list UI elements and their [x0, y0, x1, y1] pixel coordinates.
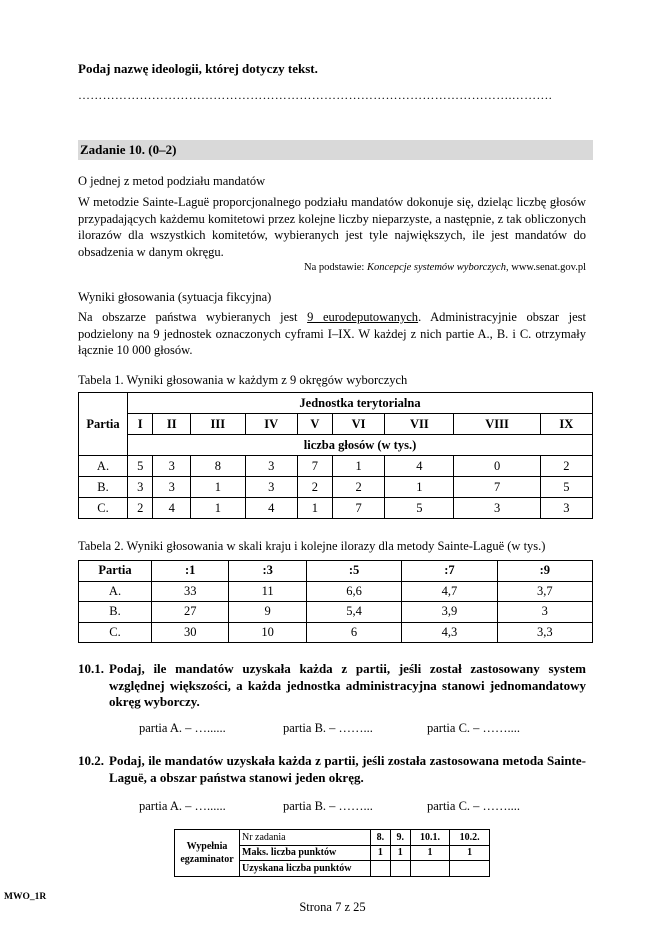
question-10-2-number: 10.2.	[78, 753, 104, 768]
table1-unit: IV	[245, 414, 297, 435]
source-suffix: , www.senat.gov.pl	[505, 262, 586, 273]
table1-cell: 7	[297, 456, 332, 477]
table1-party: A.	[79, 456, 128, 477]
source-prefix: Na podstawie:	[303, 262, 367, 273]
page-number: Strona 7 z 25	[299, 900, 366, 914]
paragraph2-underlined: 9 eurodeputowanych	[307, 310, 419, 324]
table1-party: C.	[79, 498, 128, 519]
answer-party-a[interactable]: partia A. – …......	[139, 799, 226, 813]
table2-header: Partia	[79, 561, 152, 582]
question-10-2	[78, 753, 586, 787]
table2-header: :9	[497, 561, 592, 582]
table1-unit: II	[153, 414, 191, 435]
table2-cell: C.	[79, 622, 152, 643]
table1-units-row	[79, 414, 593, 435]
table1-cell: 3	[454, 498, 540, 519]
table2-cell: 11	[229, 581, 306, 602]
table2-cell: 30	[152, 622, 229, 643]
obtained-points-input[interactable]	[390, 861, 410, 877]
table2-cell: 33	[152, 581, 229, 602]
table1-cell: 4	[385, 456, 454, 477]
table1-cell: 3	[245, 477, 297, 498]
table1-cell: 2	[332, 477, 384, 498]
table1-unit: VI	[332, 414, 384, 435]
table1-unit: I	[128, 414, 153, 435]
task-header	[78, 140, 593, 160]
answer-party-a[interactable]: partia A. – …......	[139, 721, 226, 735]
question-10-2-text: Podaj, ile mandatów uzyskała każda z partii, jeśli została zastosowana metoda Sainte-Laguë, a obszar państwa stanowi jeden okręg.	[109, 753, 586, 785]
table2-caption: Tabela 2. Wyniki głosowania w skali kraju i kolejne ilorazy dla metody Sainte-Laguë (w tys.)	[78, 539, 546, 553]
table-row	[79, 602, 593, 623]
paragraph2-start: Na obszarze państwa wybieranych jest	[78, 310, 308, 324]
table1-unit: III	[191, 414, 246, 435]
table1-cell: 1	[332, 456, 384, 477]
table-row	[79, 581, 593, 602]
table1-unit: IX	[540, 414, 592, 435]
table2-cell: 10	[229, 622, 306, 643]
table1-cell: 8	[191, 456, 246, 477]
table1-cell: 3	[540, 498, 592, 519]
max-points: 1	[450, 845, 490, 861]
table1-cell: 0	[454, 456, 540, 477]
task-number-label: Nr zadania	[240, 830, 371, 846]
obtained-points-input[interactable]	[450, 861, 490, 877]
table1-cell: 4	[153, 498, 191, 519]
score-table	[174, 829, 490, 877]
table-row	[79, 456, 593, 477]
table-row	[79, 498, 593, 519]
examiner-label: Wypełnia egzaminator	[175, 830, 240, 877]
table1-cell: 3	[128, 477, 153, 498]
table1-cell: 3	[153, 456, 191, 477]
table1-party: B.	[79, 477, 128, 498]
table2-cell: 4,7	[402, 581, 497, 602]
table1-cell: 4	[245, 498, 297, 519]
task-paragraph-1: W metodzie Sainte-Laguë proporcjonalnego podziału mandatów dokonuje się, dzieląc liczbę głosów przypadających każdemu komitetowi przez kolejne liczby nieparzyste, a następnie, z tak obliczonych ilorazów dla wszystkich komitetów, wybieranych jest tyle największych, ile jest mandatów do obsadzenia w danym okręgu.	[78, 195, 586, 259]
task-title: Zadanie 10. (0–2)	[80, 142, 177, 157]
task-number: 8.	[371, 830, 391, 846]
table2-cell: 4,3	[402, 622, 497, 643]
table1	[78, 392, 593, 519]
table1-cell: 7	[332, 498, 384, 519]
table1-cell: 1	[297, 498, 332, 519]
table2-header: :5	[306, 561, 401, 582]
table1-cell: 3	[153, 477, 191, 498]
table2-cell: 6	[306, 622, 401, 643]
answer-party-c[interactable]: partia C. – ……....	[427, 721, 521, 735]
obtained-points-input[interactable]	[410, 861, 450, 877]
exam-code: MWO_1R	[4, 892, 47, 902]
table-row	[79, 622, 593, 643]
table1-cell: 1	[191, 498, 246, 519]
table2	[78, 560, 593, 643]
table2-cell: 3,9	[402, 602, 497, 623]
question-10-1-number: 10.1.	[78, 661, 104, 676]
max-points-label: Maks. liczba punktów	[240, 845, 371, 861]
task-paragraph-2	[78, 309, 586, 359]
max-points: 1	[410, 845, 450, 861]
question-prompt: Podaj nazwę ideologii, której dotyczy tekst.	[78, 61, 318, 76]
task-number: 9.	[390, 830, 410, 846]
obtained-points-label: Uzyskana liczba punktów	[240, 861, 371, 877]
table1-subheader: liczba głosów (w tys.)	[128, 435, 593, 456]
table1-unit: V	[297, 414, 332, 435]
table1-cell: 5	[540, 477, 592, 498]
table2-cell: 5,4	[306, 602, 401, 623]
question-10-1-text: Podaj, ile mandatów uzyskała każda z partii, jeśli został zastosowany system względnej większości, a każda jednostka administracyjna stanowi jednomandatowy okręg wyborczy.	[109, 661, 586, 709]
answer-line[interactable]: …………………………………………………………………………………………….……….	[78, 88, 552, 102]
table1-cell: 5	[128, 456, 153, 477]
table1-cell: 2	[540, 456, 592, 477]
table2-cell: 27	[152, 602, 229, 623]
task-number: 10.1.	[410, 830, 450, 846]
table1-cell: 1	[191, 477, 246, 498]
task-heading-1: O jednej z metod podziału mandatów	[78, 174, 266, 188]
max-points: 1	[390, 845, 410, 861]
table2-header: :1	[152, 561, 229, 582]
table2-cell: 3	[497, 602, 592, 623]
table1-caption: Tabela 1. Wyniki głosowania w każdym z 9 okręgów wyborczych	[78, 373, 408, 387]
table2-cell: B.	[79, 602, 152, 623]
table1-unit: VIII	[454, 414, 540, 435]
table1-group-header: Jednostka terytorialna	[128, 393, 593, 414]
paragraph2-end: . Administracyjnie obszar jest podzielony na 9 jednostek oznaczonych cyframi I–IX. W każdej z nich partie A., B. i C. otrzymały łącznie 10 000 głosów.	[78, 310, 587, 357]
question-10-1	[78, 661, 586, 711]
table1-unit: VII	[385, 414, 454, 435]
table2-header: :3	[229, 561, 306, 582]
answer-party-c[interactable]: partia C. – ……....	[427, 799, 521, 813]
task-number: 10.2.	[450, 830, 490, 846]
table2-header-row	[79, 561, 593, 582]
table1-cell: 5	[385, 498, 454, 519]
table2-cell: 9	[229, 602, 306, 623]
table1-party-header: Partia	[79, 393, 128, 456]
table1-cell: 7	[454, 477, 540, 498]
table1-cell: 1	[385, 477, 454, 498]
table2-cell: A.	[79, 581, 152, 602]
table2-cell: 3,3	[497, 622, 592, 643]
answer-party-b[interactable]: partia B. – ……...	[283, 799, 373, 813]
table1-cell: 2	[297, 477, 332, 498]
task-heading-2: Wyniki głosowania (sytuacja fikcyjna)	[78, 290, 272, 304]
table2-cell: 3,7	[497, 581, 592, 602]
table-row	[79, 477, 593, 498]
obtained-points-input[interactable]	[371, 861, 391, 877]
table2-header: :7	[402, 561, 497, 582]
source-note	[78, 262, 586, 273]
max-points: 1	[371, 845, 391, 861]
table1-cell: 2	[128, 498, 153, 519]
table2-cell: 6,6	[306, 581, 401, 602]
source-title: Koncepcje systemów wyborczych	[366, 262, 506, 273]
table1-cell: 3	[245, 456, 297, 477]
answer-party-b[interactable]: partia B. – ……...	[283, 721, 373, 735]
